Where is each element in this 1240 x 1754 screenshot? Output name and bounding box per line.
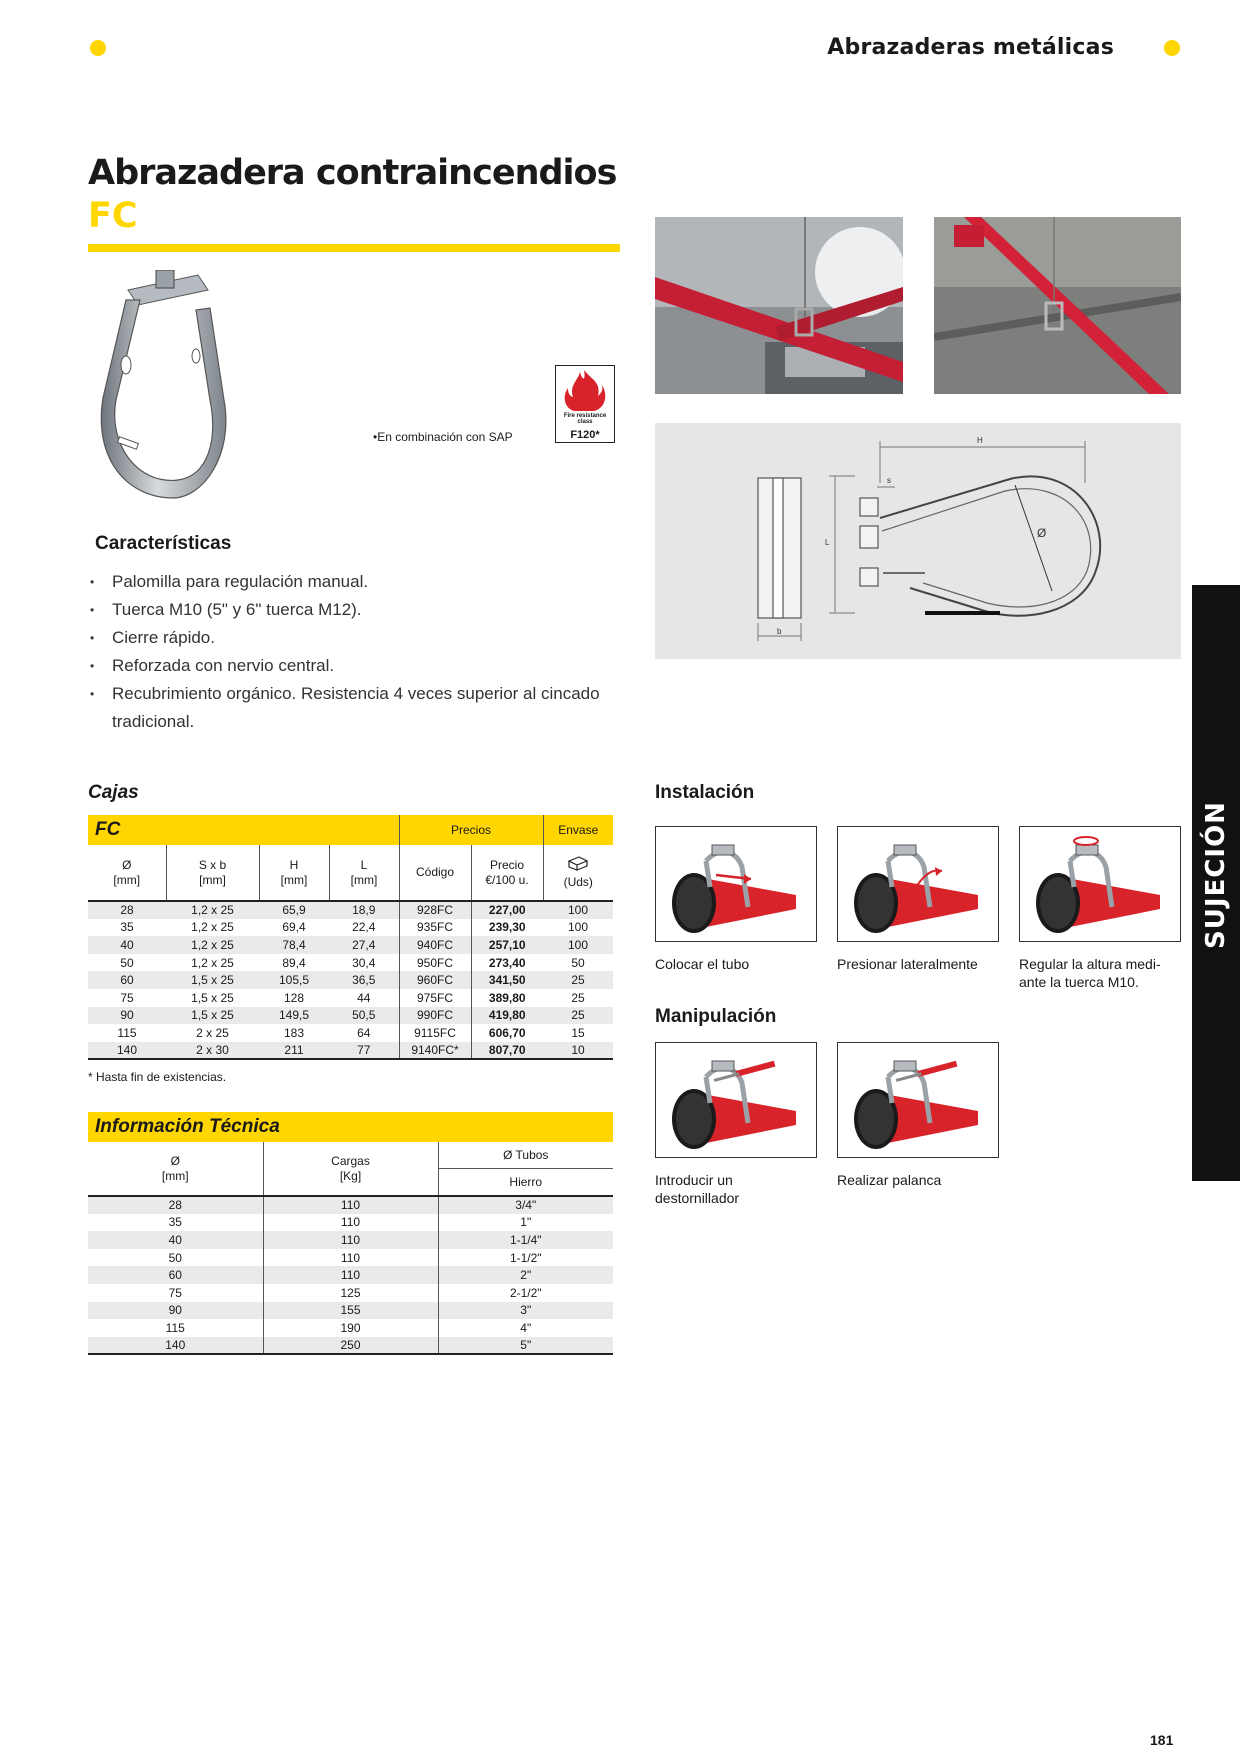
table-cell: 2-1/2": [509, 1285, 542, 1300]
table-cell: 975FC: [399, 989, 471, 1007]
table-cell: 935FC: [399, 919, 471, 937]
col-diameter: Ø [mm]: [88, 845, 166, 901]
table-cell: 3": [438, 1302, 613, 1320]
table-cell: 183: [283, 1025, 305, 1040]
step-illustration: [837, 826, 999, 942]
table-cell: 257,10: [471, 936, 543, 954]
table-cell: 100: [567, 920, 589, 935]
table-cell: 110: [263, 1196, 438, 1214]
table-cell: 273,40: [488, 955, 526, 970]
step-caption: Colocar el tubo: [655, 956, 750, 972]
table-cell: 2 x 25: [196, 1025, 229, 1040]
table-row: [88, 919, 613, 937]
cajas-heading: Cajas: [88, 782, 139, 803]
table-cell: 3/4": [438, 1196, 613, 1214]
table-cell: 28: [88, 1196, 263, 1214]
table-cell: 22,4: [329, 919, 399, 937]
header-dot-right: [1164, 40, 1180, 56]
feature-item: • Recubrimiento orgánico. Resistencia 4 veces superior al cincado tradicional.: [88, 680, 628, 736]
step-caption: Introducir un destornillador: [655, 1172, 740, 1206]
table-row: [88, 989, 613, 1007]
table-cell: 89,4: [282, 955, 306, 970]
table-cell: 15: [571, 1025, 585, 1040]
table-cell: 10: [543, 1042, 613, 1060]
section-title: Abrazaderas metálicas: [827, 35, 1114, 60]
table-cell: 1,5 x 25: [191, 990, 234, 1005]
product-code: FC: [88, 196, 138, 236]
table-cell: 50: [120, 955, 134, 970]
dim-l-label: L: [825, 538, 830, 547]
table-row: [88, 1266, 613, 1284]
table-cell: 807,70: [471, 1042, 543, 1060]
table-cell: 2 x 30: [166, 1042, 259, 1060]
table-cell: 389,80: [488, 990, 526, 1005]
technical-drawing: [655, 423, 1181, 659]
table-cell: 115: [117, 1025, 137, 1040]
table-row: [88, 1007, 613, 1025]
table-cell: 211: [259, 1042, 329, 1060]
step-caption: Regular la altura medi- ante la tuerca M10.: [1019, 956, 1161, 990]
col-sxb: S x b [mm]: [166, 845, 259, 901]
table-cell: 1-1/2": [509, 1250, 542, 1265]
table-cell: 30,4: [329, 954, 399, 972]
table-cell: 940FC: [399, 936, 471, 954]
table-cell: 105,5: [259, 971, 329, 989]
table-cell: 90: [88, 1007, 166, 1025]
table-cell: 50: [88, 1249, 263, 1267]
table-cell: 9115FC: [399, 1024, 471, 1042]
table-cell: 77: [329, 1042, 399, 1060]
step-illustration: [655, 826, 817, 942]
table-cell: 27,4: [329, 936, 399, 954]
table-cell: 149,5: [259, 1007, 329, 1025]
table-row: [88, 1302, 613, 1320]
table-cell: 960FC: [399, 971, 471, 989]
table-row: [88, 1196, 613, 1214]
table-cell: 419,80: [471, 1007, 543, 1025]
table-cell: 239,30: [488, 920, 526, 935]
dim-diameter-label: Ø: [1037, 526, 1047, 540]
col-code: Código: [399, 845, 471, 901]
page-number: 181: [1150, 1732, 1174, 1748]
title-underline: [88, 244, 620, 252]
fire-icon: [556, 366, 613, 414]
table-cell: 18,9: [329, 901, 399, 919]
step-illustration: [837, 1042, 999, 1158]
envase-header: Envase: [543, 815, 613, 845]
table-cell: 60: [88, 1266, 263, 1284]
cajas-footnote: * Hasta fin de existencias.: [88, 1070, 227, 1084]
table-cell: 35: [120, 920, 134, 935]
table-cell: 35: [88, 1214, 263, 1232]
table-row: [88, 1249, 613, 1267]
table-row: [88, 1337, 613, 1355]
table-cell: 341,50: [471, 971, 543, 989]
table-cell: 928FC: [399, 901, 471, 919]
table-cell: 2": [438, 1266, 613, 1284]
table-row: [88, 971, 613, 989]
table-row: [88, 1319, 613, 1337]
table-cell: 65,9: [259, 901, 329, 919]
precios-header: Precios: [399, 815, 543, 845]
table-cell: 25: [543, 1007, 613, 1025]
table-row: [88, 1231, 613, 1249]
table-cell: 128: [283, 990, 305, 1005]
table-cell: 25: [543, 971, 613, 989]
table-cell: 140: [88, 1042, 166, 1060]
info-col-tubes: Ø Tubos: [438, 1142, 613, 1168]
table-cell: 64: [329, 1024, 399, 1042]
header-dot-left: [90, 40, 106, 56]
table-cell: 1,2 x 25: [191, 955, 234, 970]
table-cell: 28: [88, 901, 166, 919]
table-cell: 69,4: [282, 920, 306, 935]
table-cell: 110: [263, 1249, 438, 1267]
dim-h-label: H: [977, 436, 983, 445]
product-title: Abrazadera contraincendios: [88, 153, 617, 193]
table-cell: 5": [438, 1337, 613, 1355]
table-cell: 44: [329, 989, 399, 1007]
info-col-iron: Hierro: [438, 1168, 613, 1196]
step-caption: Presionar lateralmente: [837, 956, 978, 972]
table-cell: 1,5 x 25: [166, 971, 259, 989]
table-cell: 1,5 x 25: [166, 1007, 259, 1025]
table-cell: 250: [263, 1337, 438, 1355]
table-row: [88, 1024, 613, 1042]
table-cell: 606,70: [488, 1025, 526, 1040]
table-cell: 140: [88, 1337, 263, 1355]
feature-item: • Cierre rápido.: [88, 624, 628, 652]
table-cell: 1,2 x 25: [166, 901, 259, 919]
feature-item: • Palomilla para regulación manual.: [88, 568, 628, 596]
table-cell: 990FC: [399, 1007, 471, 1025]
table-cell: 100: [543, 936, 613, 954]
table-cell: 125: [263, 1284, 438, 1302]
col-price: Precio €/100 u.: [471, 845, 543, 901]
product-image: [88, 270, 228, 500]
cajas-table: [88, 815, 613, 1060]
table-cell: 25: [571, 990, 585, 1005]
table-row: [88, 1214, 613, 1232]
table-cell: 227,00: [471, 901, 543, 919]
badge-label: Fire resistance class: [563, 413, 607, 425]
table-cell: 1,2 x 25: [191, 920, 234, 935]
col-l: L [mm]: [329, 845, 399, 901]
dim-b-label: b: [777, 627, 782, 636]
table-cell: 1": [520, 1215, 532, 1230]
table-cell: 110: [263, 1266, 438, 1284]
table-row: [88, 954, 613, 972]
table-row: [88, 936, 613, 954]
table-row: [88, 1284, 613, 1302]
table-cell: 4": [520, 1320, 532, 1335]
table-cell: 50: [571, 955, 585, 970]
table-cell: 100: [543, 901, 613, 919]
table-row: [88, 1042, 613, 1060]
table-cell: 110: [263, 1231, 438, 1249]
table-cell: 1,2 x 25: [166, 936, 259, 954]
table-cell: 950FC: [399, 954, 471, 972]
table-cell: 115: [88, 1319, 263, 1337]
badge-code: F120*: [570, 429, 600, 441]
table-cell: 40: [88, 936, 166, 954]
table-cell: 60: [88, 971, 166, 989]
table-cell: 50,5: [329, 1007, 399, 1025]
features-heading: Características: [95, 533, 232, 554]
col-uds: (Uds): [543, 845, 613, 901]
features-list: [88, 568, 628, 736]
table-cell: 90: [88, 1302, 263, 1320]
table-cell: 75: [120, 990, 134, 1005]
info-table: [88, 1142, 613, 1355]
step-caption: Realizar palanca: [837, 1172, 942, 1188]
col-h: H [mm]: [259, 845, 329, 901]
info-col-load: Cargas [Kg]: [263, 1142, 438, 1196]
table-cell: 110: [263, 1214, 438, 1232]
info-col-diameter: Ø [mm]: [88, 1142, 263, 1196]
table-cell: 78,4: [259, 936, 329, 954]
step-illustration: [655, 1042, 817, 1158]
table-cell: 9140FC*: [399, 1042, 471, 1060]
table-cell: 190: [263, 1319, 438, 1337]
table-row: [88, 901, 613, 919]
manipulacion-heading: Manipulación: [655, 1006, 777, 1027]
installation-photo-2: [934, 217, 1181, 394]
installation-photo-1: [655, 217, 903, 394]
feature-item: • Tuerca M10 (5" y 6" tuerca M12).: [88, 596, 628, 624]
table-cell: 40: [88, 1231, 263, 1249]
table-cell: 155: [263, 1302, 438, 1320]
info-heading: Información Técnica: [88, 1112, 613, 1142]
table-cell: 75: [88, 1284, 263, 1302]
dim-s-label: s: [887, 476, 891, 485]
table-cell: 36,5: [329, 971, 399, 989]
sap-note: •En combinación con SAP: [373, 430, 513, 444]
box-icon: [567, 855, 589, 871]
fire-resistance-badge: [555, 365, 615, 443]
instalacion-heading: Instalación: [655, 782, 755, 803]
cajas-group-label: FC: [88, 815, 399, 845]
feature-item: • Reforzada con nervio central.: [88, 652, 628, 680]
table-cell: 1-1/4": [438, 1231, 613, 1249]
step-illustration: [1019, 826, 1181, 942]
